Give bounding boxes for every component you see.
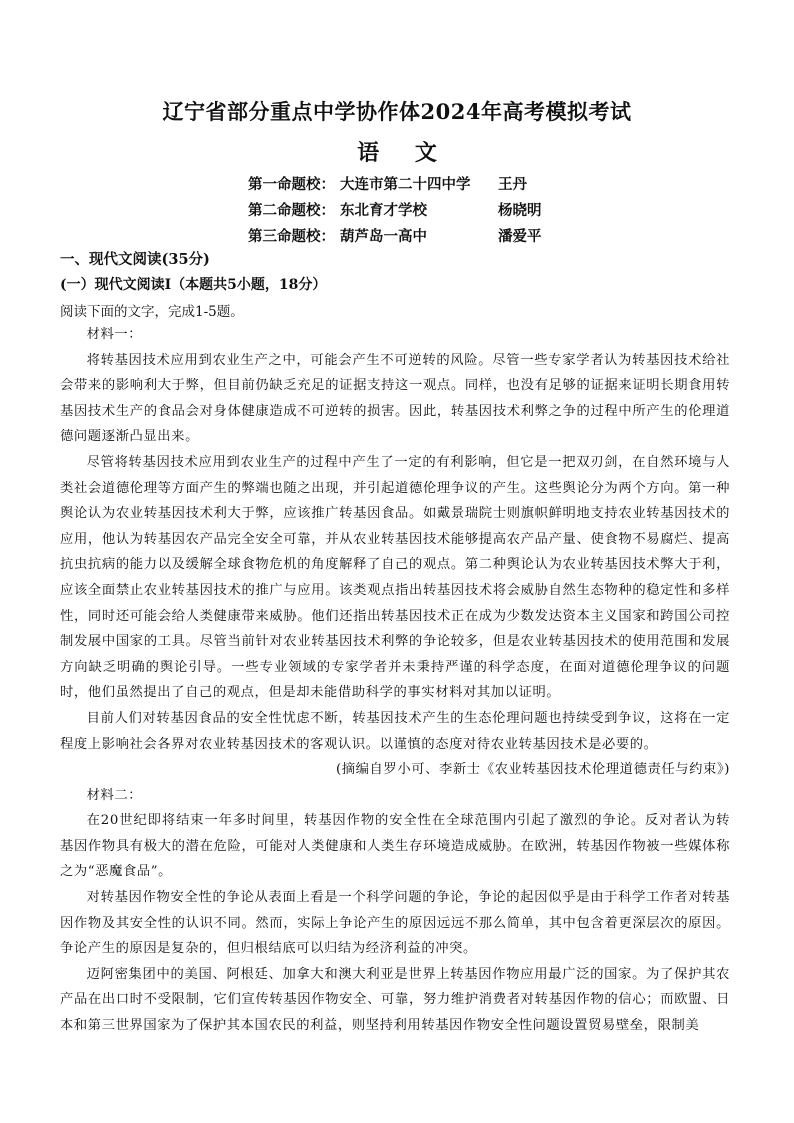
section-heading: 一、现代文阅读(35分) <box>60 251 210 268</box>
reading-instruction: 阅读下面的文字，完成1-5题。 <box>60 304 244 320</box>
exam-title: 辽宁省部分重点中学协作体2024年高考模拟考试 <box>162 99 632 124</box>
school-role: 第三命题校： <box>248 228 335 245</box>
school-name: 大连市第二十四中学 <box>340 176 471 193</box>
paragraph: 在20世纪即将结束一年多时间里，转基因作物的安全性在全球范围内引起了激烈的争论。反对者认为转基因作物具有极大的潜在危险，可能对人类健康和人类生存环境造成威胁。在欧洲，转基因作物被一些媒体称之为“恶魔食品”。 <box>60 813 730 880</box>
school-entry <box>248 172 648 198</box>
subsection-heading: (一）现代文阅读Ⅰ（本题共5小题，18分） <box>60 277 327 293</box>
school-role: 第一命题校： <box>248 176 335 193</box>
teacher-name: 杨晓明 <box>498 202 542 219</box>
reading-passage <box>60 322 730 1039</box>
school-role: 第二命题校： <box>248 202 335 219</box>
paragraph: 迈阿密集团中的美国、阿根廷、加拿大和澳大利亚是世界上转基因作物应用最广泛的国家。为了保护其农产品在出口时不受限制，它们宣传转基因作物安全、可靠，努力维护消费者对转基因作物的信心；而欧盟、日本和第三世界国家为了保护其本国农民的利益，则坚持利用转基因作物安全性问题设置贸易壁垒，限制美 <box>60 966 730 1034</box>
teacher-name: 潘爱平 <box>498 228 542 245</box>
paragraph: 目前人们对转基因食品的安全性忧虑不断，转基因技术产生的生态伦理问题也持续受到争议，这将在一定程度上影响社会各界对农业转基因技术的客观认识。以谨慎的态度对待农业转基因技术是必要的。 <box>60 710 730 752</box>
school-entry <box>248 198 648 224</box>
material-source: (摘编自罗小可、李新士《农业转基因技术伦理道德责任与约束》) <box>335 762 730 778</box>
paragraph: 对转基因作物安全性的争论从表面上看是一个科学问题的争论，争论的起因似乎是由于科学工作者对转基因作物及其安全性的认识不同。然而，实际上争论产生的原因远远不那么简单，其中包含着更深层次的原因。争论产生的原因是复杂的，但归根结底可以归结为经济利益的冲突。 <box>60 890 730 957</box>
teacher-name: 王丹 <box>498 176 527 193</box>
material-label: 材料一： <box>86 327 143 342</box>
school-entry <box>248 224 648 250</box>
exam-subject: 语 文 <box>357 140 451 166</box>
paragraph: 尽管将转基因技术应用到农业生产的过程中产生了一定的有利影响，但它是一把双刃剑，在自然环境与人类社会道德伦理等方面产生的弊端也随之出现，并引起道德伦理争议的产生。这些舆论分为两个方向。第一种舆论认为农业转基因技术利大于弊，应该推广转基因食品。如戴景瑞院士则旗帜鲜明地支持农业转基因技术的应用，他认为转基因农产品完全安全可靠，并从农业转基因技术能够提高农产品产量、使食物不易腐烂、提高抗虫抗病的能力以及缓解全球食物危机的角度解释了自己的观点。第二种舆论认为农业转基因技术弊大于利，应该全面禁止农业转基因技术的推广与应用。该类观点指出转基因技术将会威胁自然生态物种的稳定性和多样性，同时还可能会给人类健康带来威胁。他们还指出转基因技术正在成为少数发达资本主义国家和跨国公司控制发展中国家的工具。尽管当前针对农业转基因技术利弊的争论较多，但是农业转基因技术的使用范围和发展方向缺乏明确的舆论引导。一些专业领域的专家学者并未秉持严谨的科学态度，在面对道德伦理争议的问题时，他们虽然提出了自己的观点，但是却未能借助科学的事实材料对其加以证明。 <box>60 454 730 701</box>
material-label: 材料二： <box>86 787 143 803</box>
proposing-schools <box>248 172 648 250</box>
school-name: 葫芦岛一高中 <box>340 228 427 245</box>
paragraph: 将转基因技术应用到农业生产之中，可能会产生不可逆转的风险。尽管一些专家学者认为转基因技术给社会带来的影响利大于弊，但目前仍缺乏充足的证据支持这一观点。同样，也没有足够的证据来证明长期食用转基因技术生产的食品会对身体健康造成不可逆转的损害。因此，转基因技术利弊之争的过程中所产生的伦理道德问题逐渐凸显出来。 <box>60 352 730 445</box>
school-name: 东北育才学校 <box>340 202 427 219</box>
